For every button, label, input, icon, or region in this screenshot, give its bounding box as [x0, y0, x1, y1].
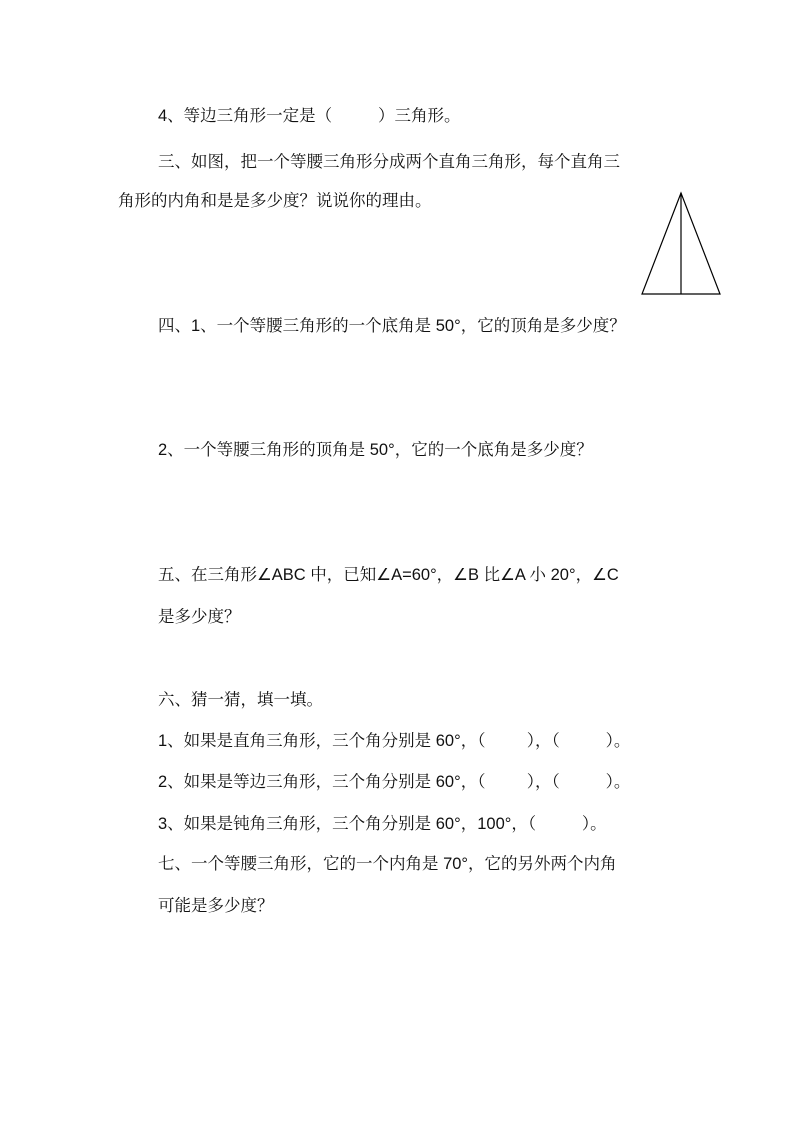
section-7-text-cont: 可能是多少度？	[158, 897, 274, 915]
section-5-text-cont: 是多少度？	[158, 608, 241, 626]
section-4-q2: 2、一个等腰三角形的顶角是 50°，它的一个底角是多少度？	[158, 441, 593, 459]
section-4-q1: 四、1、一个等腰三角形的一个底角是 50°，它的顶角是多少度？	[158, 317, 626, 335]
section-7-text: 七、一个等腰三角形，它的一个内角是 70°，它的另外两个内角	[158, 855, 617, 873]
section-3-text-cont: 角形的内角和是是多少度？说说你的理由。	[118, 192, 432, 210]
section-6-heading: 六、猜一猜，填一填。	[158, 691, 323, 709]
section-6-q1: 1、如果是直角三角形，三个角分别是 60°，（ ），（ ）。	[158, 732, 631, 750]
question-4: 4、等边三角形一定是（ ）三角形。	[158, 107, 461, 125]
section-6-q2: 2、如果是等边三角形，三个角分别是 60°，（ ），（ ）。	[158, 773, 631, 791]
section-3-text: 三、如图，把一个等腰三角形分成两个直角三角形，每个直角三	[158, 153, 620, 171]
section-6-q3: 3、如果是钝角三角形，三个角分别是 60°，100°，（ ）。	[158, 815, 607, 833]
section-5-text: 五、在三角形∠ABC 中，已知∠A=60°，∠B 比∠A 小 20°，∠C	[158, 566, 619, 584]
isosceles-triangle-figure	[0, 0, 793, 320]
